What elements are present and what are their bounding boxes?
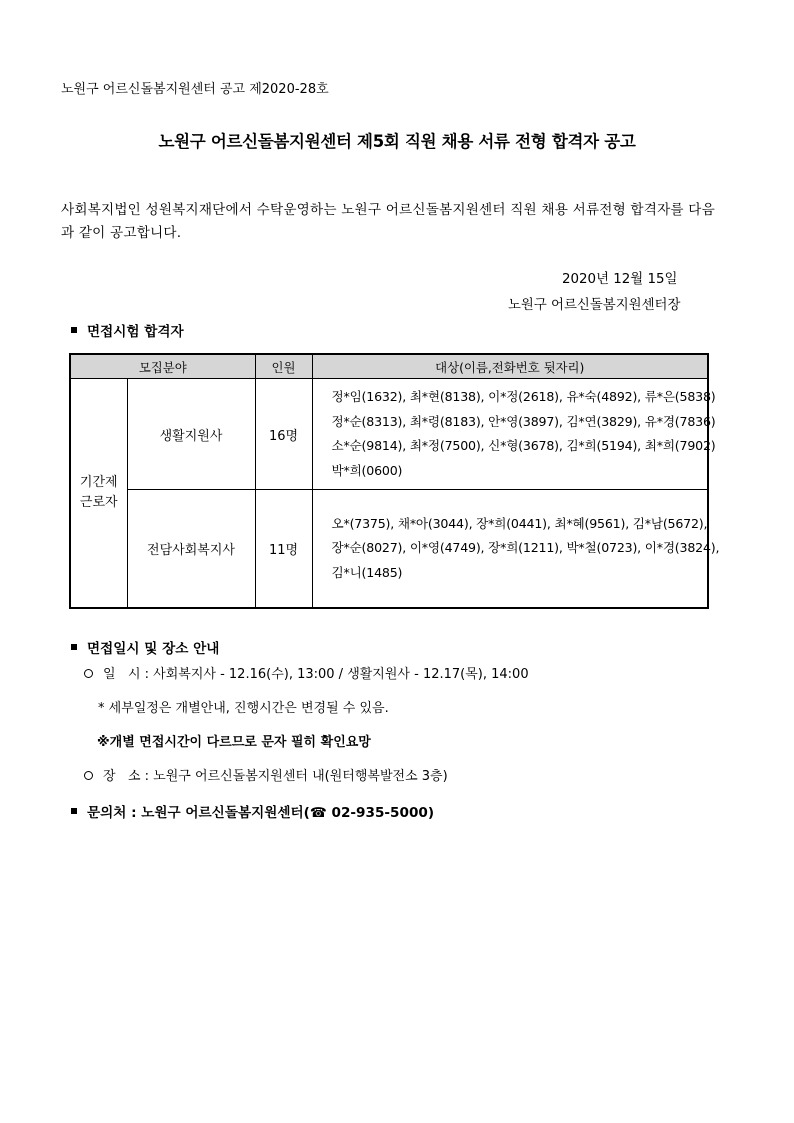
count-cell: 16명 bbox=[255, 379, 312, 490]
intro-paragraph: 사회복지법인 성원복지재단에서 수탁운영하는 노원구 어르신돌봄지원센터 직원 채용 서류전형 합격자를 다음과 같이 공고합니다. bbox=[61, 202, 715, 241]
count-cell: 11명 bbox=[255, 490, 312, 609]
names-line: 정*순(8313), 최*령(8183), 안*영(3897), 김*연(3829), 유*경(7836) bbox=[331, 413, 716, 429]
field-cell: 생활지원사 bbox=[127, 379, 255, 490]
notice-date: 2020년 12월 15일 bbox=[562, 272, 678, 287]
names-line: 정*임(1632), 최*현(8138), 이*정(2618), 유*숙(4892), 류*은(5838) bbox=[331, 389, 716, 404]
notice-number: 노원구 어르신돌봄지원센터 공고 제2020-28호 bbox=[61, 82, 329, 97]
document-title: 노원구 어르신돌봄지원센터 제5회 직원 채용 서류 전형 합격자 공고 bbox=[158, 132, 636, 151]
field-cell: 전담사회복지사 bbox=[127, 490, 255, 609]
table-row bbox=[70, 490, 708, 609]
section-schedule-label: 면접일시 및 장소 안내 bbox=[87, 641, 220, 657]
names-line: 박*희(0600) bbox=[331, 462, 403, 478]
section-schedule-heading bbox=[71, 637, 219, 657]
header-field: 모집분야 bbox=[70, 354, 255, 379]
contact-text: 문의처 : 노원구 어르신돌봄지원센터(☎ 02-935-5000) bbox=[87, 805, 435, 821]
square-bullet-icon bbox=[71, 327, 77, 333]
section-pass-heading bbox=[71, 320, 184, 340]
header-names: 대상(이름,전화번호 뒷자리) bbox=[312, 354, 708, 379]
schedule-bold-note: ※개별 면접시간이 다르므로 문자 필히 확인요망 bbox=[97, 735, 371, 750]
names-line: 오*(7375), 채*아(3044), 장*희(0441), 최*혜(9561), 김*남(5672), bbox=[331, 515, 708, 531]
names-cell bbox=[312, 379, 716, 490]
schedule-place-line bbox=[84, 765, 448, 784]
issuer: 노원구 어르신돌봄지원센터장 bbox=[508, 298, 681, 313]
circle-bullet-icon bbox=[84, 771, 93, 780]
names-line: 장*순(8027), 이*영(4749), 장*희(1211), 박*철(0723), 이*경(3824), bbox=[331, 540, 720, 556]
square-bullet-icon bbox=[71, 808, 77, 814]
schedule-note: * 세부일정은 개별안내, 진행시간은 변경될 수 있음. bbox=[98, 701, 389, 716]
section-contact bbox=[71, 801, 434, 821]
schedule-date-line bbox=[84, 663, 529, 682]
circle-bullet-icon bbox=[84, 669, 93, 678]
table-header-row bbox=[70, 354, 708, 379]
schedule-date-text: 일 시 : 사회복지사 - 12.16(수), 13:00 / 생활지원사 - 12.17(목), 14:00 bbox=[103, 667, 529, 682]
section-pass-label: 면접시험 합격자 bbox=[87, 324, 184, 340]
square-bullet-icon bbox=[71, 644, 77, 650]
table-row bbox=[70, 379, 708, 490]
header-count: 인원 bbox=[255, 354, 312, 379]
group-cell: 기간제 근로자 bbox=[70, 379, 127, 609]
names-cell bbox=[312, 490, 720, 609]
names-line: 소*순(9814), 최*정(7500), 신*형(3678), 김*희(5194), 최*희(7902) bbox=[331, 438, 716, 453]
schedule-place-text: 장 소 : 노원구 어르신돌봄지원센터 내(원터행복발전소 3층) bbox=[103, 769, 448, 784]
result-table bbox=[69, 353, 720, 609]
names-line: 김*니(1485) bbox=[331, 564, 403, 580]
